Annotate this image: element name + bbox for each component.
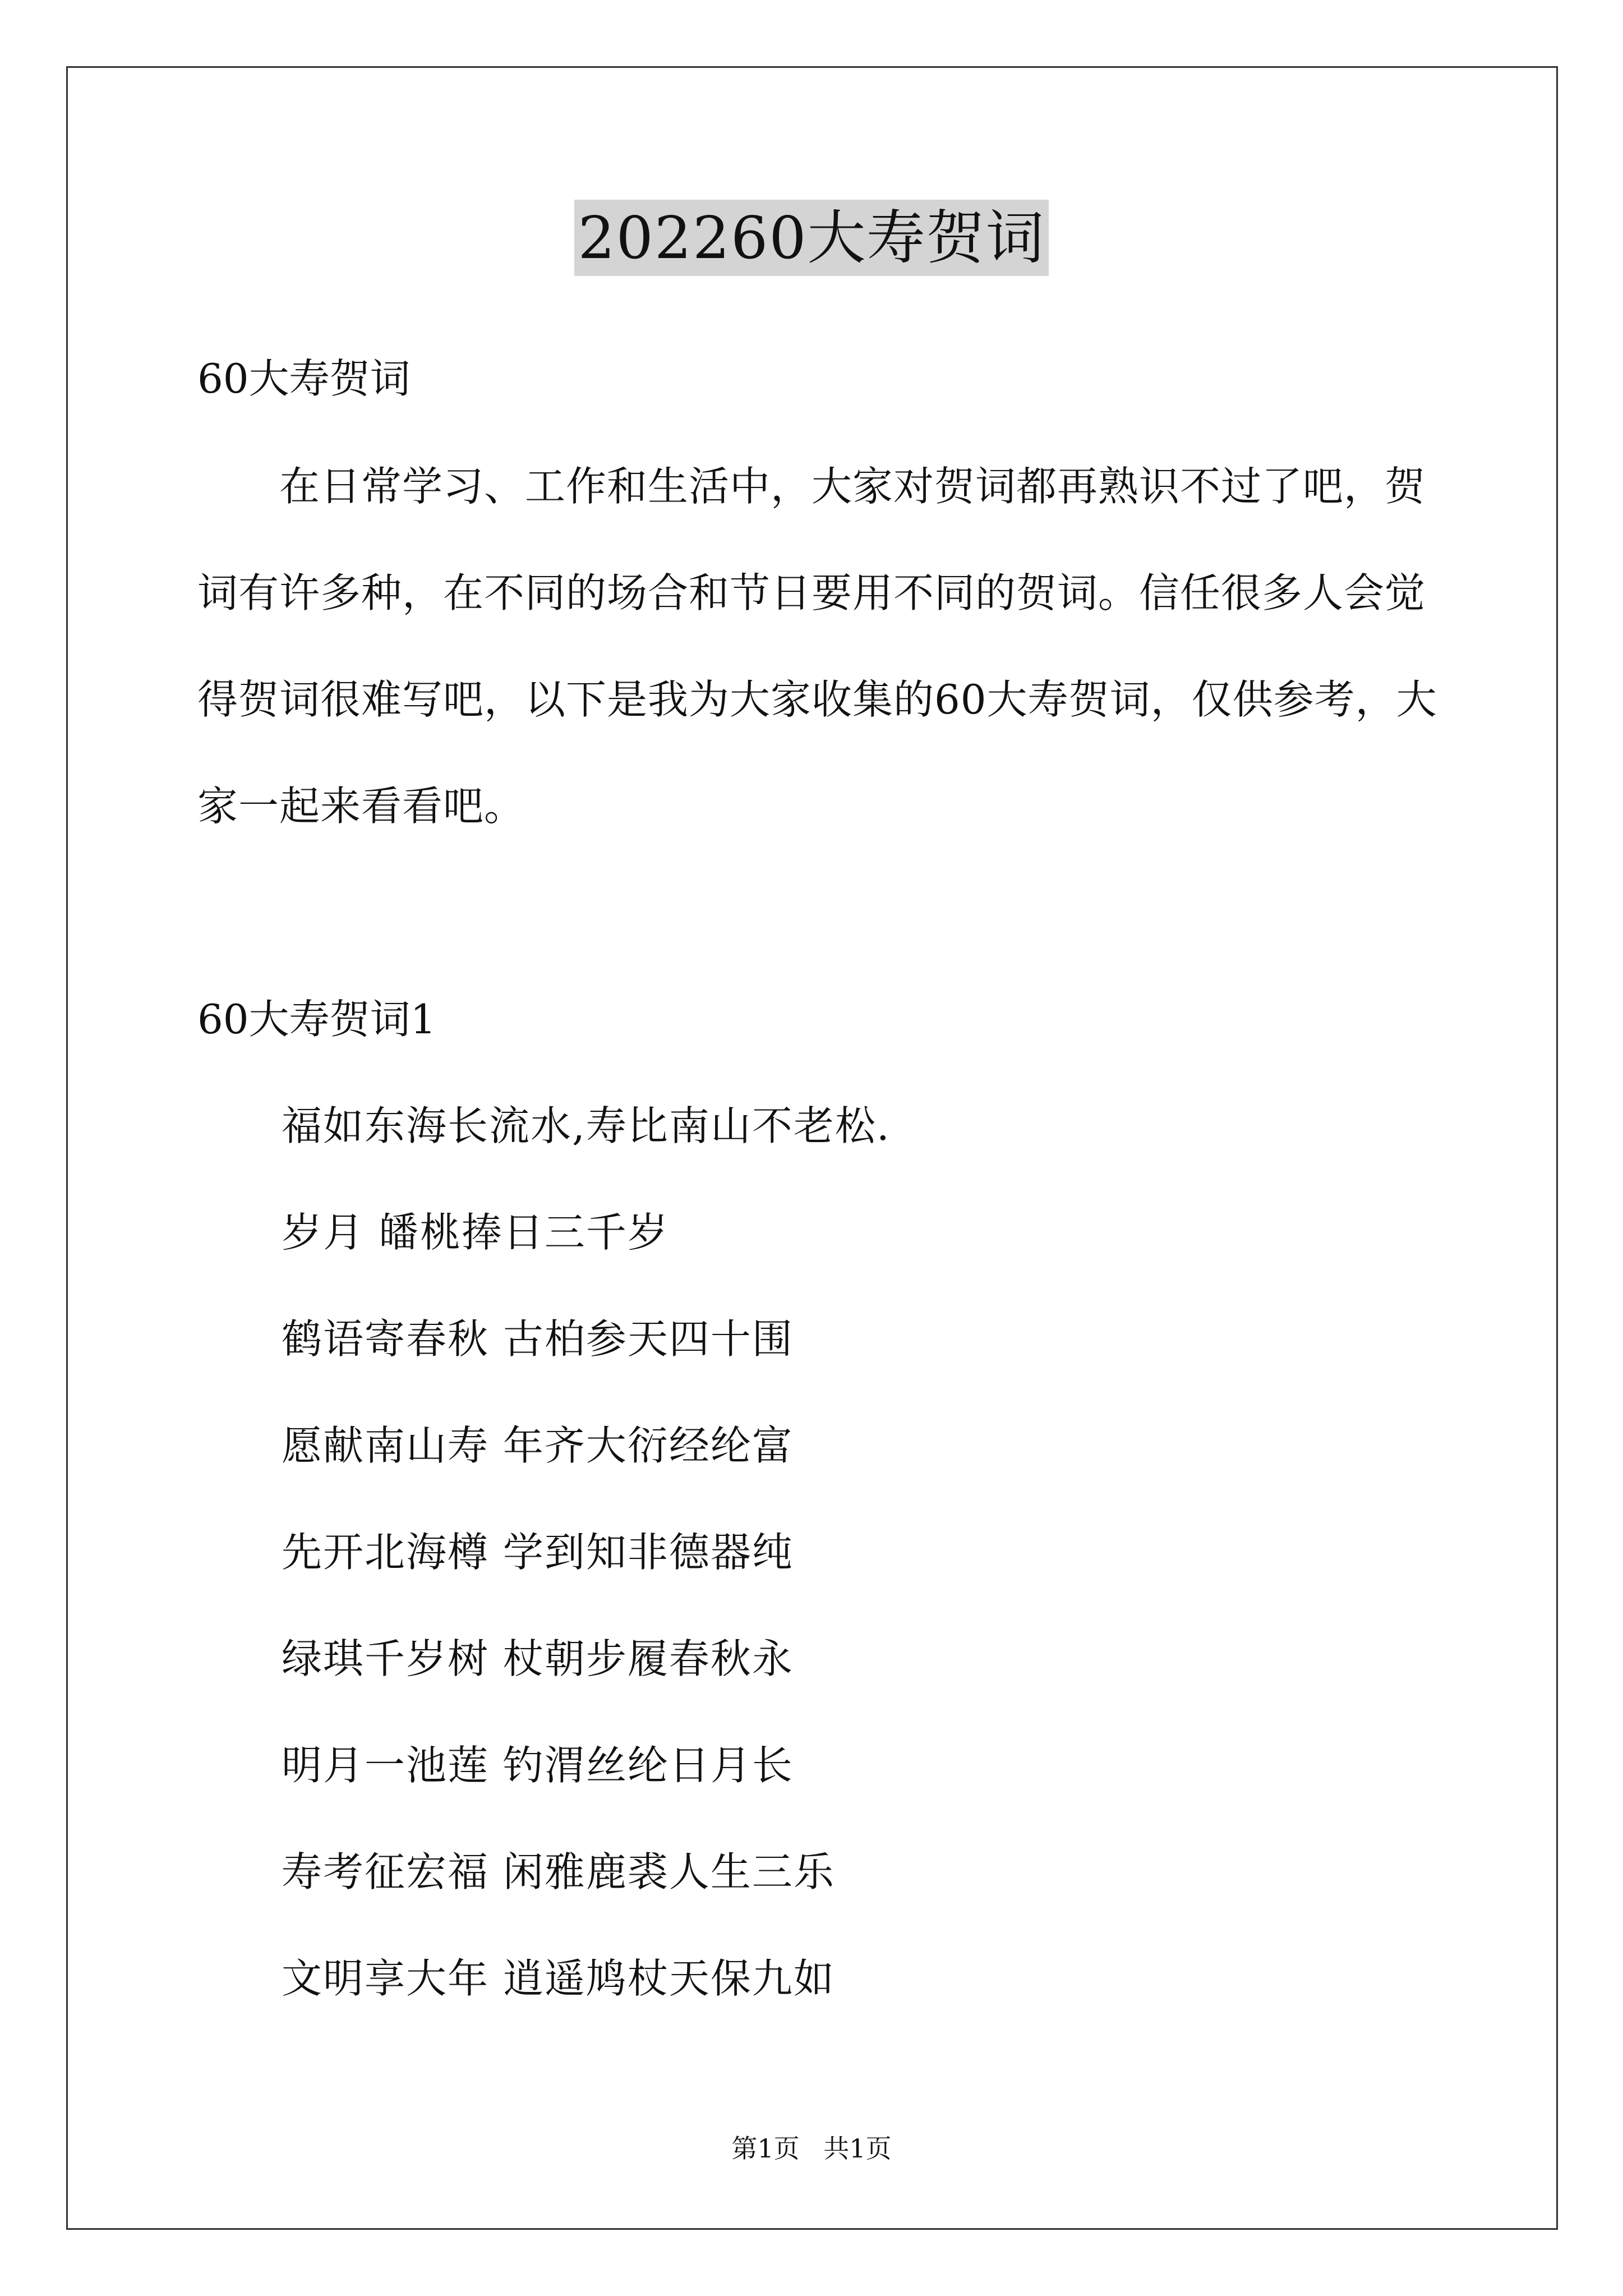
page-number: 第1页 bbox=[731, 2133, 800, 2164]
verse-line: 寿考征宏福 闲雅鹿裘人生三乐 bbox=[282, 1848, 835, 1895]
verse-line: 文明享大年 逍遥鸠杖天保九如 bbox=[282, 1955, 835, 2002]
page-footer bbox=[0, 2132, 1623, 2165]
intro-line-2: 词有许多种，在不同的场合和节日要用不同的贺词。信任很多人会觉 bbox=[197, 569, 1426, 616]
intro-line-1: 在日常学习、工作和生活中，大家对贺词都再熟识不过了吧，贺 bbox=[197, 463, 1426, 510]
section-heading: 60大寿贺词1 bbox=[197, 996, 436, 1043]
verse-line: 先开北海樽 学到知非德器纯 bbox=[282, 1529, 794, 1576]
verse-line: 明月一池莲 钓渭丝纶日月长 bbox=[282, 1742, 794, 1789]
page-total: 共1页 bbox=[823, 2133, 892, 2164]
document-subtitle: 60大寿贺词 bbox=[197, 355, 411, 402]
verse-line: 鹤语寄春秋 古柏参天四十围 bbox=[282, 1315, 794, 1363]
document-title: 202260大寿贺词 bbox=[574, 200, 1048, 276]
verse-line: 愿献南山寿 年齐大衍经纶富 bbox=[282, 1422, 794, 1469]
title-container bbox=[0, 200, 1623, 276]
verse-line: 福如东海长流水,寿比南山不老松. bbox=[282, 1102, 891, 1149]
intro-line-4: 家一起来看看吧。 bbox=[197, 783, 525, 830]
intro-line-3: 得贺词很难写吧，以下是我为大家收集的60大寿贺词，仅供参考，大 bbox=[197, 676, 1437, 723]
verse-line: 绿琪千岁树 杖朝步履春秋永 bbox=[282, 1635, 794, 1682]
verse-line: 岁月 皤桃捧日三千岁 bbox=[282, 1209, 669, 1256]
